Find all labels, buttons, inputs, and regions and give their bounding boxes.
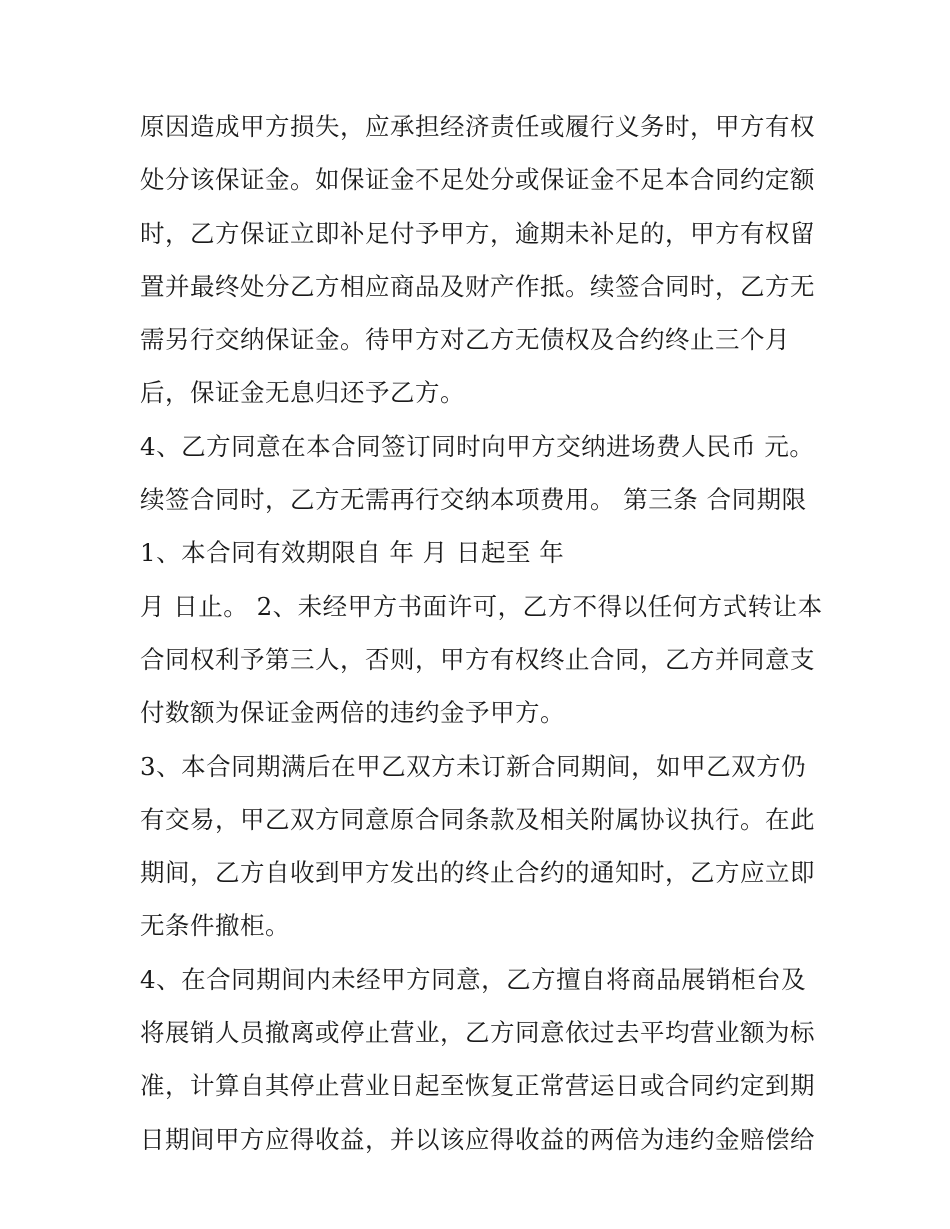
text-line: 原因造成甲方损失，应承担经济责任或履行义务时，甲方有权	[140, 112, 815, 141]
text-line: 合同权利予第三人，否则，甲方有权终止合同，乙方并同意支	[140, 644, 815, 674]
text-line: 置并最终处分乙方相应商品及财产作抵。续签合同时，乙方无	[140, 271, 815, 301]
text-line: 4、乙方同意在本合同签订同时向甲方交纳进场费人民币 元。	[140, 431, 815, 461]
text-line: 处分该保证金。如保证金不足处分或保证金不足本合同约定额	[140, 165, 815, 195]
text-line: 3、本合同期满后在甲乙双方未订新合同期间，如甲乙双方仍	[140, 751, 807, 781]
text-line: 准，计算自其停止营业日起至恢复正常营运日或合同约定到期	[140, 1071, 815, 1101]
text-line: 将展销人员撤离或停止营业，乙方同意依过去平均营业额为标	[140, 1018, 815, 1048]
text-line: 1、本合同有效期限自 年 月 日起至 年	[140, 538, 565, 568]
text-line: 无条件撤柜。	[140, 911, 290, 941]
text-line: 有交易，甲乙双方同意原合同条款及相关附属协议执行。在此	[140, 804, 815, 834]
contract-text	[140, 100, 823, 1166]
text-line: 续签合同时，乙方无需再行交纳本项费用。 第三条 合同期限	[140, 485, 807, 515]
text-line: 后，保证金无息归还予乙方。	[140, 378, 465, 408]
text-line: 月 日止。 2、未经甲方书面许可，乙方不得以任何方式转让本	[140, 591, 823, 621]
text-line: 日期间甲方应得收益，并以该应得收益的两倍为违约金赔偿给	[140, 1124, 815, 1154]
text-line: 付数额为保证金两倍的违约金予甲方。	[140, 698, 565, 728]
text-line: 期间，乙方自收到甲方发出的终止合约的通知时，乙方应立即	[140, 858, 815, 888]
text-line: 时，乙方保证立即补足付予甲方，逾期未补足的，甲方有权留	[140, 218, 815, 248]
text-line: 需另行交纳保证金。待甲方对乙方无债权及合约终止三个月	[140, 325, 790, 355]
text-line: 4、在合同期间内未经甲方同意，乙方擅自将商品展销柜台及	[140, 964, 807, 994]
